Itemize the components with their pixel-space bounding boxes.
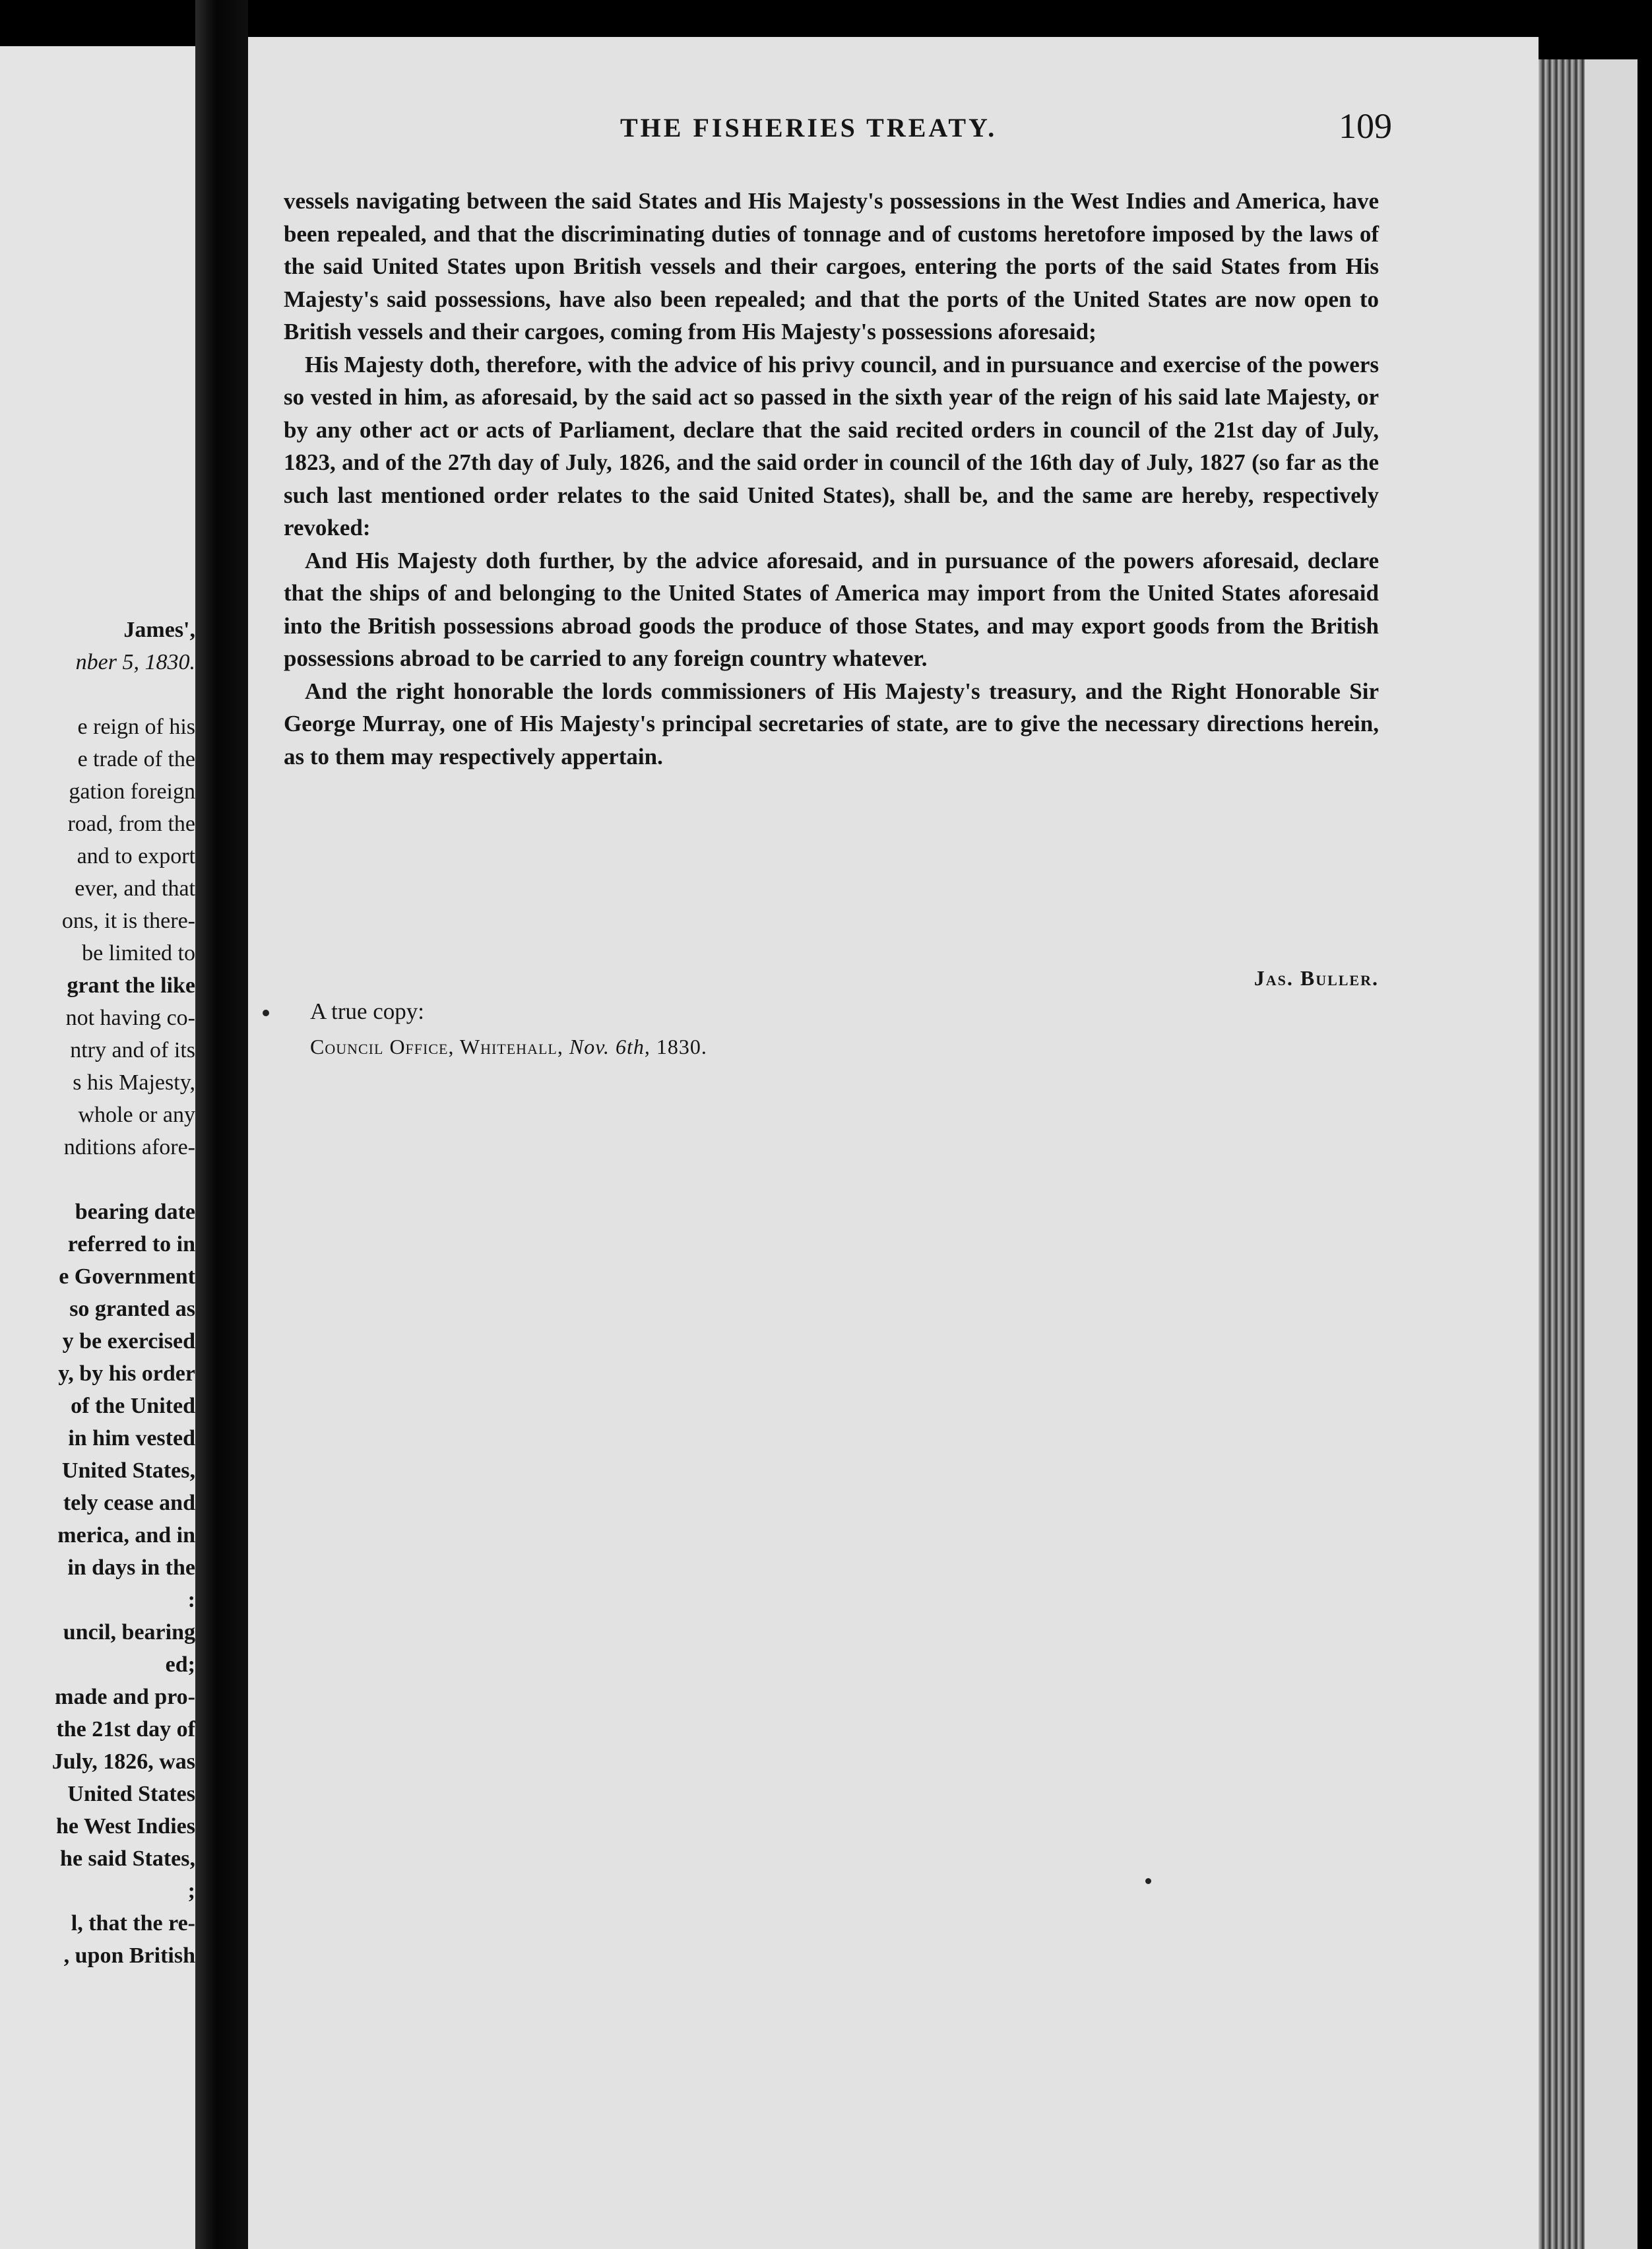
council-office-name: Council Office, Whitehall, (310, 1035, 563, 1059)
left-fragment-line: he West Indies (56, 1814, 195, 1839)
left-fragment-line: l, that the re- (71, 1911, 195, 1936)
left-fragment-line: gation foreign (69, 779, 195, 804)
left-fragment-line: y be exercised (62, 1329, 195, 1353)
left-fragment-line: e reign of his (77, 715, 195, 739)
left-fragment-line: , upon British (63, 1943, 195, 1968)
left-fragment-line: e Government (59, 1264, 195, 1289)
true-copy-label: A true copy: (310, 998, 425, 1024)
left-fragment-line: e trade of the (77, 747, 195, 771)
left-fragment-line: road, from the (67, 812, 195, 836)
council-office-year: 1830. (656, 1035, 707, 1059)
left-fragment-line: nber 5, 1830. (75, 650, 195, 674)
stray-mark (1145, 1878, 1151, 1884)
book-gutter (195, 0, 248, 2249)
left-fragment-line: James', (123, 618, 195, 642)
left-fragment-line (0, 1163, 195, 1196)
left-fragment-line: July, 1826, was (51, 1749, 195, 1774)
left-fragment-line: ever, and that (75, 876, 195, 901)
left-fragment-line: in days in the (67, 1555, 195, 1580)
margin-mark (263, 1010, 269, 1016)
left-fragment-line: United States (67, 1782, 195, 1806)
left-fragment-line: grant the like (67, 973, 195, 998)
left-fragment-line: nditions afore- (63, 1135, 195, 1159)
left-fragment-line: merica, and in (57, 1523, 195, 1548)
right-margin-strip (1585, 59, 1637, 2249)
left-fragment-line: so granted as (69, 1297, 195, 1321)
left-page-text-fragments (0, 614, 195, 1972)
left-fragment-line: referred to in (67, 1232, 195, 1256)
left-fragment-line: made and pro- (55, 1685, 195, 1709)
left-fragment-line: of the United (71, 1394, 195, 1418)
left-fragment-line: United States, (61, 1458, 195, 1483)
left-fragment-line: in him vested (68, 1426, 195, 1450)
left-fragment-line: ons, it is there- (61, 909, 195, 933)
council-office-line (310, 1031, 707, 1064)
body-text (284, 185, 1379, 1059)
paragraph: vessels navigating between the said States and His Majesty's possessions in the West Indies and America, have been repealed, and that the discriminating duties of tonnage and of customs heretofore imposed by the laws of the said United States upon British vessels and their cargoes, entering the ports of the said States from His Majesty's said possessions, have also been repealed; and that the ports of the United States are now open to British vessels and their cargoes, coming from His Majesty's possessions aforesaid; (284, 188, 1379, 344)
left-fragment-line: ntry and of its (70, 1038, 195, 1062)
page-number: 109 (1339, 106, 1392, 146)
left-fragment-line: he said States, (60, 1846, 195, 1871)
left-fragment-line: uncil, bearing (63, 1620, 195, 1645)
left-facing-page (0, 46, 195, 2249)
paragraph: And the right honorable the lords commissioners of His Majesty's treasury, and the Right Honorable Sir George Murray, one of His Majesty's principal secretaries of state, are to give the necessary directions herein, as to them may respectively appertain. (284, 678, 1379, 769)
paragraph: And His Majesty doth further, by the advice aforesaid, and in pursuance of the powers aforesaid, declare that the ships of and belonging to the United States of America may import from the United States aforesaid into the British possessions abroad goods the produce of those States, and may export goods from the British possessions abroad to be carried to any foreign country whatever. (284, 547, 1379, 671)
left-fragment-line: and to export (77, 844, 195, 868)
signature: Jas. Buller. (1254, 966, 1379, 990)
left-fragment-line: not having co- (65, 1006, 195, 1030)
running-head (369, 73, 1392, 146)
left-fragment-line: y, by his order (58, 1361, 195, 1386)
left-fragment-line: whole or any (78, 1103, 195, 1127)
left-fragment-line: s his Majesty, (73, 1070, 195, 1095)
left-fragment-line: bearing date (75, 1200, 195, 1224)
left-fragment-line: be limited to (82, 941, 195, 965)
left-fragment-line: tely cease and (63, 1491, 195, 1515)
running-head-title: THE FISHERIES TREATY. (620, 113, 998, 143)
left-fragment-line: ; (187, 1879, 195, 1903)
left-fragment-line (0, 678, 195, 711)
paragraph: His Majesty doth, therefore, with the advice of his privy council, and in pursuance and exercise of the powers so vested in him, as aforesaid, by the said act so passed in the sixth year of the reign of his said late Majesty, or by any other act or acts of Parliament, declare that the said recited orders in council of the 21st day of July, 1823, and of the 27th day of July, 1826, and the said order in council of the 16th day of July, 1827 (so far as the such last mentioned order relates to the said United States), shall be, and the same are hereby, respectively revoked: (284, 351, 1379, 540)
page-edges (1539, 59, 1585, 2249)
left-fragment-line: ed; (165, 1652, 195, 1677)
left-fragment-line: : (187, 1588, 195, 1612)
council-office-date: Nov. 6th, (569, 1035, 651, 1059)
left-fragment-line: the 21st day of (56, 1717, 195, 1742)
